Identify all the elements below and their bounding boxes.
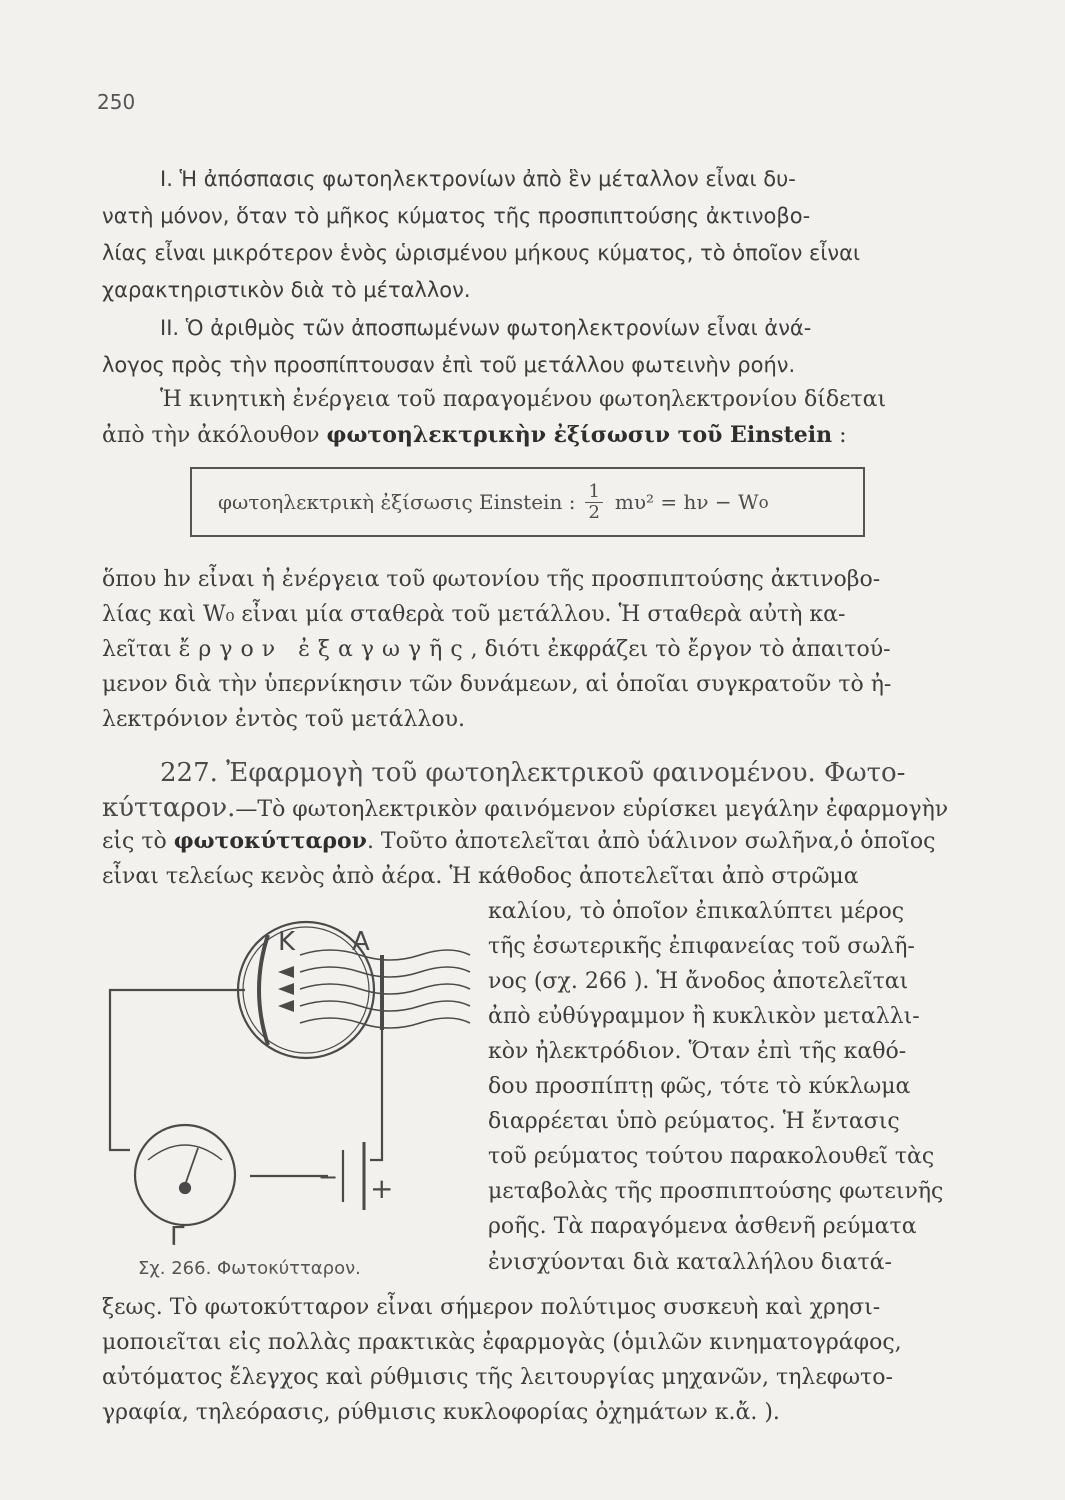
cathode-label: K bbox=[278, 927, 296, 957]
para2-line: λογος πρὸς τὴν προσπίπτουσαν ἐπὶ τοῦ μετάλλου φωτεινὴν ροήν. bbox=[102, 353, 796, 377]
right-column-line: ροῆς. Τὰ παραγόμενα ἀσθενῆ ρεύματα bbox=[488, 1214, 917, 1239]
para4-line: ὅπου hν εἶναι ἡ ἐνέργεια τοῦ φωτονίου τῆς προσπιπτούσης ἀκτινοβο- bbox=[102, 567, 881, 592]
closing-line: γραφία, τηλεόρασις, ρύθμισις κυκλοφορίας ὀχημάτων κ.ἄ. ). bbox=[102, 1400, 780, 1425]
section-title-cont: κύτταρον. bbox=[102, 793, 236, 823]
para4-line: λεκτρόνιον ἐντὸς τοῦ μετάλλου. bbox=[102, 707, 465, 732]
photocell-diagram bbox=[100, 880, 480, 1250]
section-heading bbox=[160, 758, 905, 788]
right-column-line: μεταβολὰς τῆς προσπιπτούσης φωτεινῆς bbox=[488, 1179, 944, 1204]
right-wire bbox=[370, 1030, 382, 1160]
light-ray bbox=[300, 1018, 470, 1028]
fraction-denominator: 2 bbox=[588, 501, 600, 523]
work-function-term: ἔργον ἐξαγωγῆς bbox=[178, 637, 471, 662]
right-column-line: δου προσπίπτῃ φῶς, τότε τὸ κύκλωμα bbox=[488, 1074, 911, 1099]
para1-line: χαρακτηριστικὸν διὰ τὸ μέταλλον. bbox=[102, 278, 471, 302]
light-ray bbox=[300, 984, 470, 994]
anode-label: A bbox=[352, 927, 370, 957]
galvanometer-scale bbox=[148, 1145, 222, 1160]
para3-text: ἀπὸ τὴν ἀκόλουθον bbox=[102, 423, 327, 448]
galvanometer bbox=[135, 1125, 235, 1225]
para4-line bbox=[102, 635, 891, 665]
section-line bbox=[102, 826, 935, 857]
photocell-term: φωτοκύτταρον bbox=[173, 828, 367, 854]
right-column-line: διαρρέεται ὑπὸ ρεύματος. Ἡ ἔντασις bbox=[488, 1109, 900, 1134]
cathode-electrode bbox=[259, 935, 268, 1045]
para3-line: Ἡ κινητικὴ ἐνέργεια τοῦ παραγομένου φωτοηλεκτρονίου δίδεται bbox=[160, 387, 887, 412]
closing-line: μοποιεῖται εἰς πολλὰς πρακτικὰς ἐφαρμογὰς (ὁμιλῶν κινηματογράφος, bbox=[102, 1330, 902, 1355]
light-ray bbox=[300, 1001, 470, 1011]
light-ray bbox=[300, 950, 470, 960]
einstein-equation-term: φωτοηλεκτρικὴν ἐξίσωσιν τοῦ Einstein bbox=[326, 422, 833, 448]
right-column-line: νος (σχ. 266 ). Ἡ ἄνοδος ἀποτελεῖται bbox=[488, 969, 909, 994]
battery-minus-label: − bbox=[318, 1163, 339, 1191]
battery-plus-label: + bbox=[370, 1172, 394, 1205]
para4-line: λίας καὶ W₀ εἶναι μία σταθερὰ τοῦ μετάλλου. Ἡ σταθερὰ αὐτὴ κα- bbox=[102, 602, 846, 627]
ray-arrow bbox=[278, 966, 294, 978]
formula-fraction bbox=[585, 482, 602, 523]
right-column-line: καλίου, τὸ ὁποῖον ἐπικαλύπτει μέρος bbox=[488, 899, 905, 924]
page-number: 250 bbox=[97, 90, 136, 114]
para1-line: νατὴ μόνον, ὅταν τὸ μῆκος κύματος τῆς προσπιπτούσης ἀκτινοβο- bbox=[102, 204, 811, 228]
section-text: . Τοῦτο ἀποτελεῖται ἀπὸ ὑάλινον σωλῆνα,ὁ ὁποῖος bbox=[366, 829, 936, 854]
closing-line: ξεως. Τὸ φωτοκύτταρον εἶναι σήμερον πολύτιμος συσκευὴ καὶ χρησι- bbox=[102, 1295, 881, 1320]
ray-arrow bbox=[278, 983, 294, 995]
figure-caption: Σχ. 266. Φωτοκύτταρον. bbox=[138, 1258, 361, 1279]
section-line bbox=[102, 793, 948, 825]
para1-line: I. Ἡ ἀπόσπασις φωτοηλεκτρονίων ἀπὸ ἓν μέταλλον εἶναι δυ- bbox=[160, 167, 796, 191]
section-number: 227. bbox=[160, 758, 218, 788]
fraction-numerator: 1 bbox=[585, 482, 602, 503]
formula-equation: mυ² = hν − W bbox=[614, 490, 759, 514]
right-column-line: κὸν ἠλεκτρόδιον. Ὅταν ἐπὶ τῆς καθό- bbox=[488, 1039, 907, 1064]
formula-label: φωτοηλεκτρικὴ ἐξίσωσις Einstein : bbox=[218, 490, 576, 514]
section-line: εἶναι τελείως κενὸς ἀπὸ ἀέρα. Ἡ κάθοδος ἀποτελεῖται ἀπὸ στρῶμα bbox=[102, 864, 859, 889]
para2-line: II. Ὁ ἀριθμὸς τῶν ἀποσπωμένων φωτοηλεκτρονίων εἶναι ἀνά- bbox=[160, 316, 812, 340]
glass-bulb-inner bbox=[243, 927, 369, 1053]
right-column-line: τοῦ ρεύματος τούτου παρακολουθεῖ τὰς bbox=[488, 1144, 935, 1169]
section-text: εἰς τὸ bbox=[102, 829, 174, 854]
galvanometer-pivot bbox=[180, 1183, 190, 1193]
galvanometer-needle bbox=[185, 1148, 198, 1185]
para4-text: , διότι ἐκφράζει τὸ ἔργον τὸ ἀπαιτού- bbox=[470, 637, 891, 662]
section-text: —Τὸ φωτοηλεκτρικὸν φαινόμενον εὑρίσκει μεγάλην ἐφαρμογὴν bbox=[235, 797, 949, 822]
para3-line bbox=[102, 420, 846, 451]
galvanometer-label: Γ bbox=[170, 1222, 185, 1250]
right-column-line: τῆς ἐσωτερικῆς ἐπιφανείας τοῦ σωλῆ- bbox=[488, 934, 915, 959]
ray-arrow bbox=[278, 1000, 294, 1012]
formula-subscript: o bbox=[758, 492, 769, 512]
right-column-line: ἀπὸ εὐθύγραμμον ἢ κυκλικὸν μεταλλι- bbox=[488, 1004, 920, 1029]
para1-line: λίας εἶναι μικρότερον ἑνὸς ὡρισμένου μήκους κύματος, τὸ ὁποῖον εἶναι bbox=[102, 241, 861, 265]
para4-text: λεῖται bbox=[102, 637, 179, 662]
closing-line: αὐτόματος ἔλεγχος καὶ ρύθμισις τῆς λειτουργίας μηχανῶν, τηλεφωτο- bbox=[102, 1365, 893, 1390]
para3-text: : bbox=[832, 423, 847, 448]
section-title: Ἐφαρμογὴ τοῦ φωτοηλεκτρικοῦ φαινομένου. Φωτο- bbox=[226, 758, 906, 788]
para4-line: μενον διὰ τὴν ὑπερνίκησιν τῶν δυνάμεων, αἱ ὁποῖαι συγκρατοῦν τὸ ἠ- bbox=[102, 672, 892, 697]
light-ray bbox=[300, 967, 470, 977]
formula-box bbox=[190, 467, 865, 537]
right-column-line: ἐνισχύονται διὰ καταλλήλου διατά- bbox=[488, 1250, 892, 1275]
